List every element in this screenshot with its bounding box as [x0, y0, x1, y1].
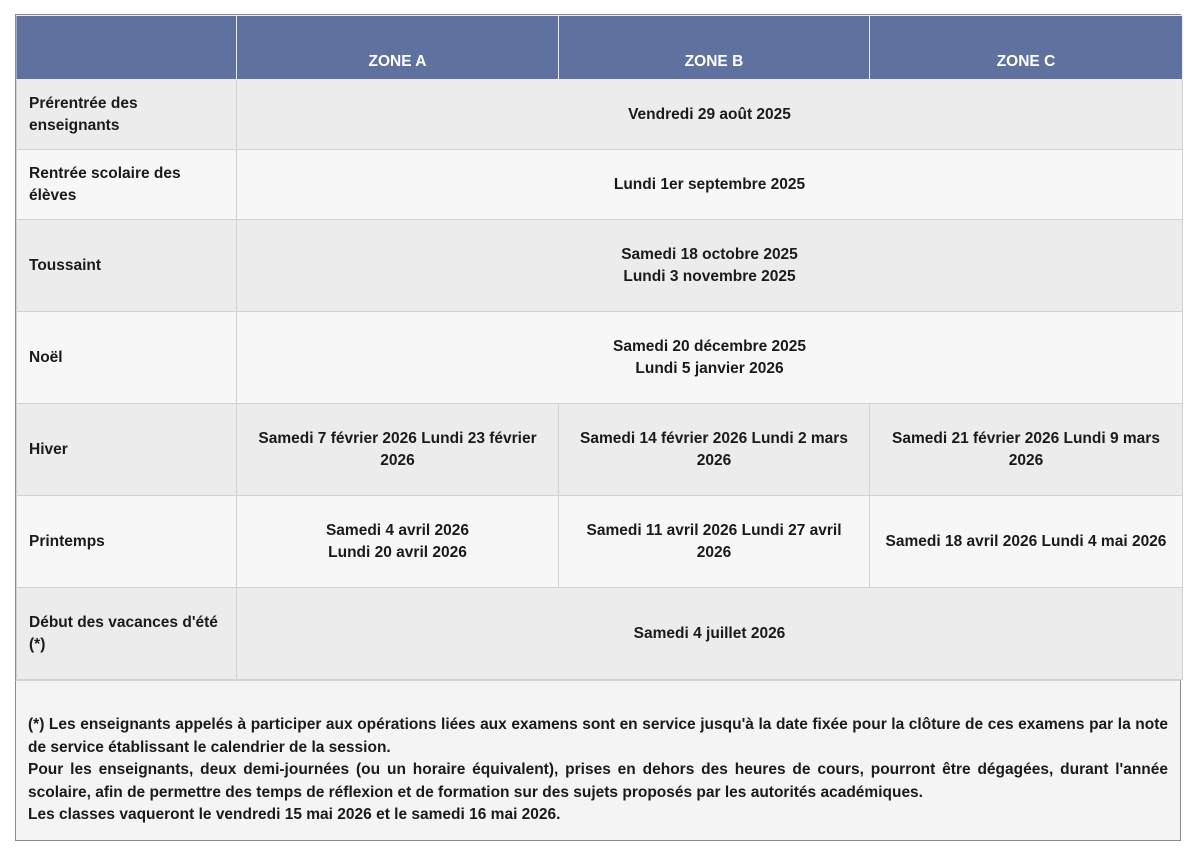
value-end-date: Lundi 3 novembre 2025 — [623, 267, 796, 285]
row-label: Printemps — [17, 496, 237, 588]
calendar-table — [16, 15, 1183, 680]
header-row — [17, 16, 1183, 80]
value-start-date: Samedi 4 avril 2026 — [325, 521, 470, 539]
row-toussaint — [17, 220, 1183, 312]
header-zone-b: ZONE B — [559, 16, 870, 80]
header-blank-cell — [17, 16, 237, 80]
zone-a-value — [237, 496, 559, 588]
row-printemps — [17, 496, 1183, 588]
zone-a-value: Samedi 7 février 2026 Lundi 23 février 2026 — [237, 404, 559, 496]
row-value: Lundi 1er septembre 2025 — [237, 150, 1183, 220]
zone-b-value: Samedi 14 février 2026 Lundi 2 mars 2026 — [559, 404, 870, 496]
header-zone-a: ZONE A — [237, 16, 559, 80]
footnote-classes: Les classes vaqueront le vendredi 15 mai 2026 et le samedi 16 mai 2026. — [28, 806, 561, 823]
row-label: Prérentrée des enseignants — [17, 80, 237, 150]
footnote-teachers: Pour les enseignants, deux demi-journées (ou un horaire équivalent), prises en dehors des heures de cours, pourront être dégagées, durant l'année scolaire, afin de permettre des temps de réflexion et de formation sur des sujets proposés par les autorités académiques. — [28, 761, 1168, 801]
row-prerentree — [17, 80, 1183, 150]
value-end-date: Lundi 5 janvier 2026 — [635, 359, 784, 377]
row-label: Noël — [17, 312, 237, 404]
value-start-date: Samedi 20 décembre 2025 — [612, 337, 806, 355]
row-label: Rentrée scolaire des élèves — [17, 150, 237, 220]
value-start-date: Samedi 18 octobre 2025 — [621, 245, 798, 263]
footnote-exams: (*) Les enseignants appelés à participer aux opérations liées aux examens sont en service jusqu'à la date fixée pour la clôture de ces examens par la note de service établissant le calendrier de la session. — [28, 716, 1168, 756]
row-label: Toussaint — [17, 220, 237, 312]
row-label: Début des vacances d'été (*) — [17, 588, 237, 680]
zone-b-value: Samedi 11 avril 2026 Lundi 27 avril 2026 — [559, 496, 870, 588]
row-ete — [17, 588, 1183, 680]
row-value — [237, 220, 1183, 312]
value-end-date: Lundi 20 avril 2026 — [328, 543, 467, 561]
row-value — [237, 312, 1183, 404]
calendar-frame — [15, 14, 1181, 680]
footnote-block — [15, 680, 1181, 841]
row-value: Samedi 4 juillet 2026 — [237, 588, 1183, 680]
row-noel — [17, 312, 1183, 404]
zone-c-value: Samedi 18 avril 2026 Lundi 4 mai 2026 — [870, 496, 1183, 588]
header-zone-c: ZONE C — [870, 16, 1183, 80]
row-value: Vendredi 29 août 2025 — [237, 80, 1183, 150]
row-label: Hiver — [17, 404, 237, 496]
row-hiver — [17, 404, 1183, 496]
school-calendar — [15, 14, 1181, 841]
row-rentree — [17, 150, 1183, 220]
zone-c-value: Samedi 21 février 2026 Lundi 9 mars 2026 — [870, 404, 1183, 496]
